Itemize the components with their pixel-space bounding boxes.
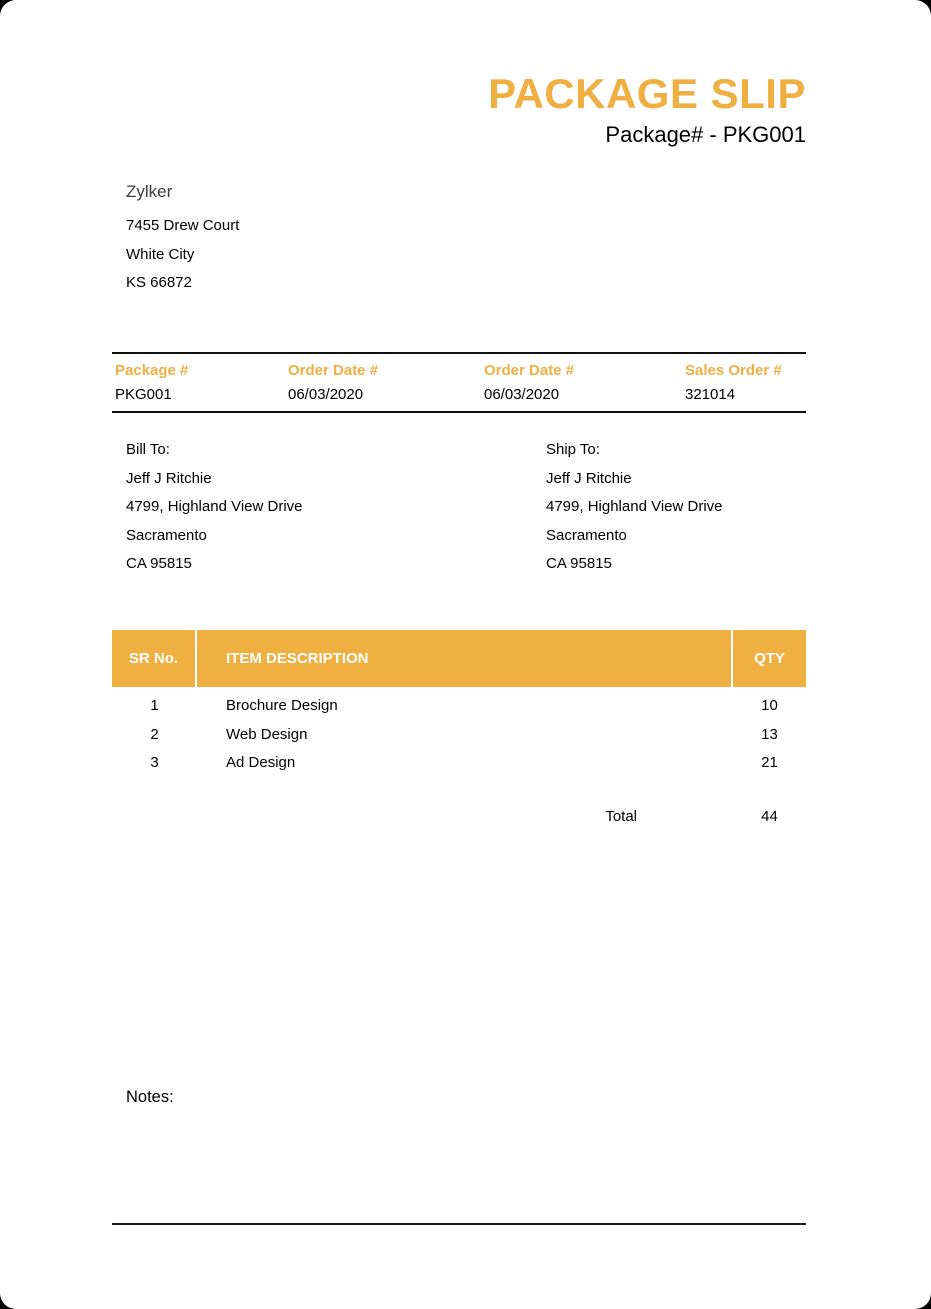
- package-number: Package# - PKG001: [605, 122, 806, 147]
- order-date-label: Order Date #: [288, 362, 379, 379]
- item-sr: 1: [150, 697, 159, 714]
- company-address-line: White City: [126, 245, 195, 263]
- table-row: [112, 721, 806, 750]
- item-qty: 21: [761, 754, 778, 771]
- company-name: Zylker: [126, 182, 173, 201]
- item-sr: 2: [150, 725, 159, 743]
- doc-header: [488, 72, 806, 148]
- bill-to-line: 4799, Highland View Drive: [126, 498, 303, 515]
- company-address-line: 7455 Drew Court: [126, 217, 240, 234]
- company-address: [126, 212, 239, 298]
- ship-to-line: CA 95815: [546, 555, 612, 572]
- order-date-value: 06/03/2020: [288, 386, 364, 403]
- total-label: Total: [605, 807, 637, 825]
- package-number-value: PKG001: [115, 386, 172, 403]
- package-info-table: [112, 352, 806, 413]
- order-date-value: 06/03/2020: [484, 386, 560, 403]
- sales-order-value: 321014: [685, 386, 736, 403]
- bill-to-label: Bill To:: [126, 441, 170, 458]
- item-description: Ad Design: [226, 754, 296, 771]
- order-date-label: Order Date #: [484, 362, 575, 379]
- item-description: Brochure Design: [226, 697, 338, 714]
- package-info-label: Package #: [115, 362, 189, 379]
- bill-to-line: CA 95815: [126, 555, 192, 572]
- sr-no-header: SR No.: [112, 630, 197, 687]
- item-qty: 13: [761, 725, 778, 743]
- ship-to-label: Ship To:: [546, 441, 600, 458]
- company-block: [126, 181, 239, 298]
- ship-to-line: Jeff J Ritchie: [546, 469, 632, 487]
- item-description-header: ITEM DESCRIPTION: [197, 630, 733, 687]
- package-info-header-row: [112, 359, 806, 383]
- ship-to-line: 4799, Highland View Drive: [546, 498, 723, 515]
- item-qty: 10: [761, 697, 778, 714]
- table-row: [112, 692, 806, 721]
- ship-to-block: [546, 436, 723, 579]
- item-sr: 3: [150, 754, 159, 771]
- notes-label: Notes:: [126, 1088, 174, 1106]
- total-qty-value: 44: [761, 807, 778, 825]
- document-title: PACKAGE SLIP: [488, 70, 806, 117]
- table-row: [112, 749, 806, 778]
- qty-header: QTY: [754, 650, 785, 667]
- package-info-value-row: [112, 383, 806, 407]
- items-table: [112, 630, 806, 829]
- bill-to-line: Sacramento: [126, 526, 207, 544]
- ship-to-line: Sacramento: [546, 526, 627, 544]
- bill-to-block: [126, 436, 303, 579]
- items-table-header: [112, 630, 806, 687]
- items-table-body: [112, 687, 806, 778]
- bill-to-line: Jeff J Ritchie: [126, 469, 212, 487]
- total-row: [112, 805, 806, 829]
- sales-order-label: Sales Order #: [685, 362, 782, 379]
- company-address-line: KS 66872: [126, 274, 192, 291]
- footer-divider: [112, 1223, 806, 1225]
- item-description: Web Design: [226, 725, 308, 743]
